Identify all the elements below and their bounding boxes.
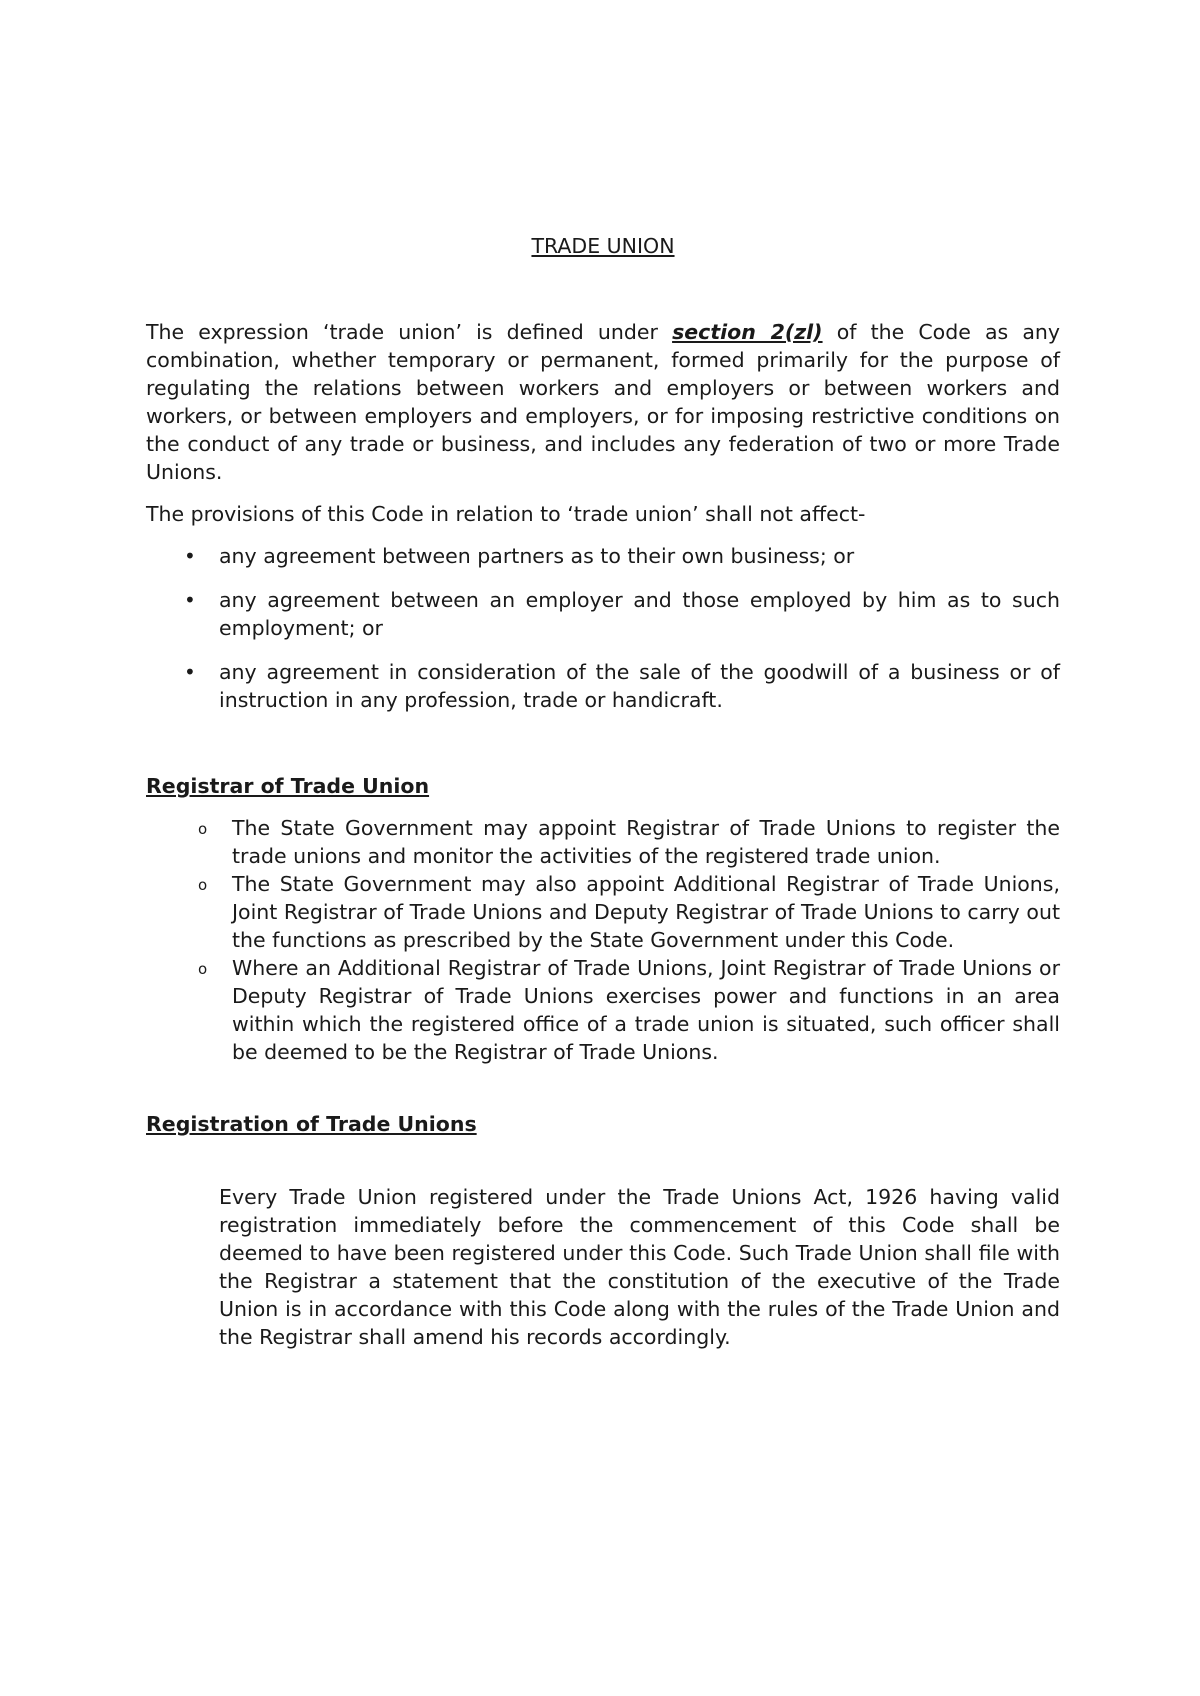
list-item-text: any agreement between partners as to their own business; or (219, 544, 855, 568)
list-item-text: any agreement between an employer and those employed by him as to such employment; or (219, 588, 1060, 640)
list-item-text: any agreement in consideration of the sale of the goodwill of a business or of instruction in any profession, trade or handicraft. (219, 660, 1060, 712)
circle-bullet-icon: o (198, 876, 208, 894)
list-item-text: The State Government may appoint Registrar of Trade Unions to register the trade unions and monitor the activities of the registered trade union. (232, 816, 1060, 868)
bullet-icon: • (184, 660, 196, 684)
intro-paragraph (146, 318, 1060, 486)
list-item (146, 954, 1060, 1066)
list-item (146, 586, 1060, 642)
circle-bullet-icon: o (198, 960, 208, 978)
list-item (146, 542, 1060, 570)
list-item-text: Where an Additional Registrar of Trade Unions, Joint Registrar of Trade Unions or Deputy Registrar of Trade Unions exercises power and functions in an area within which the registered office of a trade union is situated, such officer shall be deemed to be the Registrar of Trade Unions. (232, 956, 1060, 1064)
registrar-heading: Registrar of Trade Union (146, 774, 430, 798)
registration-paragraph: Every Trade Union registered under the Trade Unions Act, 1926 having valid registration immediately before the commencement of this Code shall be deemed to have been registered under this Code. Such Trade Union shall file with the Registrar a statement that the constitution of the executive of the Trade Union is in accordance with this Code along with the rules of the Trade Union and the Registrar shall amend his records accordingly. (219, 1185, 1060, 1349)
intro-text-before: The expression ‘trade union’ is defined under (146, 320, 673, 344)
list-item (146, 814, 1060, 870)
provisions-list (146, 542, 1060, 714)
circle-bullet-icon: o (198, 820, 208, 838)
section-reference: section 2(zl) (672, 320, 823, 344)
bullet-icon: • (184, 588, 196, 612)
bullet-icon: • (184, 544, 196, 568)
page-title: TRADE UNION (531, 234, 675, 258)
list-item (146, 658, 1060, 714)
registrar-list (146, 814, 1060, 1066)
list-item (146, 870, 1060, 954)
intro-text-after: of the Code as any combination, whether temporary or permanent, formed primarily for the purpose of regulating the relations between workers and employers or between workers and workers, or between employers and employers, or for imposing restrictive conditions on the conduct of any trade or business, and includes any federation of two or more Trade Unions. (146, 320, 1061, 484)
list-item-text: The State Government may also appoint Additional Registrar of Trade Unions, Joint Registrar of Trade Unions and Deputy Registrar of Trade Unions to carry out the functions as prescribed by the State Government under this Code. (232, 872, 1060, 952)
registration-heading: Registration of Trade Unions (146, 1112, 477, 1136)
provisions-lead: The provisions of this Code in relation to ‘trade union’ shall not affect- (146, 502, 866, 526)
